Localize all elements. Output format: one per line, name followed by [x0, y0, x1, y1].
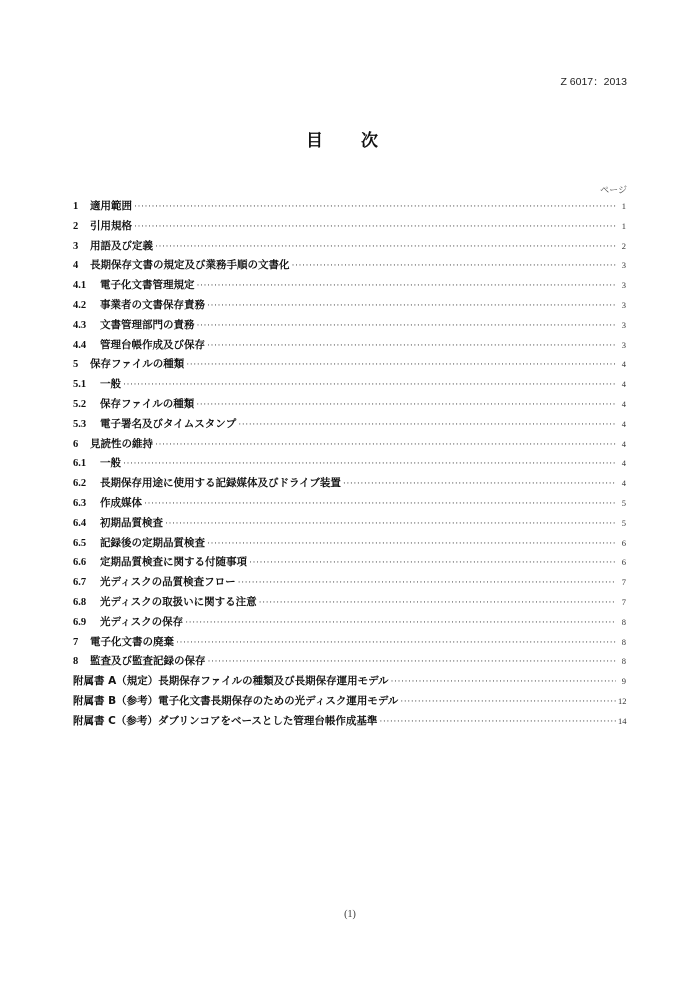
toc-entry[interactable]	[73, 713, 626, 733]
toc-entry[interactable]	[73, 574, 626, 594]
toc-entry[interactable]	[73, 257, 626, 277]
toc-entry[interactable]	[73, 376, 626, 396]
toc-entry-page: 8	[621, 656, 626, 667]
toc-dot-leader	[123, 458, 616, 468]
toc-dot-leader	[259, 597, 616, 607]
toc-entry[interactable]	[73, 515, 626, 535]
toc-entry-number: 4.3	[73, 319, 87, 331]
toc-entry[interactable]	[73, 554, 626, 574]
toc-dot-leader	[343, 478, 616, 488]
toc-entry-title: 電子化文書の廃棄	[90, 635, 174, 648]
toc-entry-page: 3	[621, 260, 626, 271]
toc-entry-number: 6.6	[73, 557, 87, 569]
page-column-label: ページ	[600, 186, 627, 196]
toc-entry[interactable]	[73, 317, 626, 337]
toc-entry-number: 6.3	[73, 497, 87, 509]
toc-entry-page: 3	[621, 319, 626, 330]
toc-entry[interactable]	[73, 535, 626, 555]
toc-entry-number: 6.9	[73, 616, 87, 628]
toc-dot-leader	[249, 557, 616, 567]
toc-entry-title: 附属書 A（規定）長期保存ファイルの種類及び長期保存運用モデル	[73, 675, 389, 688]
toc-entry-title: 記録後の定期品質検査	[100, 536, 205, 549]
toc-dot-leader	[207, 538, 616, 548]
toc-dot-leader	[292, 260, 617, 270]
toc-entry[interactable]	[73, 416, 626, 436]
toc-entry-title: 管理台帳作成及び保存	[100, 338, 205, 351]
toc-dot-leader	[196, 399, 616, 409]
toc-entry-title: 光ディスクの品質検査フロー	[100, 576, 236, 589]
toc-entry-title: 附属書 C（参考）ダブリンコアをベースとした管理台帳作成基準	[73, 714, 378, 727]
toc-entry-number: 6.7	[73, 577, 87, 589]
toc-entry[interactable]	[73, 436, 626, 456]
toc-entry[interactable]	[73, 238, 626, 258]
toc-entry-number: 6.2	[73, 478, 87, 490]
toc-entry-page: 3	[621, 299, 626, 310]
toc-entry-title: 保存ファイルの種類	[100, 397, 195, 410]
toc-dot-leader	[155, 241, 616, 251]
toc-entry-page: 12	[618, 695, 627, 706]
toc-entry-title: 一般	[100, 378, 121, 391]
toc-dot-leader	[391, 676, 616, 686]
toc-entry-page: 8	[621, 636, 626, 647]
toc-entry-title: 用語及び定義	[90, 239, 153, 252]
toc-entry-page: 14	[618, 715, 627, 726]
toc-entry-page: 7	[621, 596, 626, 607]
toc-entry-page: 1	[621, 201, 626, 211]
toc-entry-page: 6	[621, 557, 626, 568]
toc-entry-title: 引用規格	[90, 219, 132, 232]
toc-entry-number: 5.3	[73, 418, 87, 430]
toc-dot-leader	[134, 221, 616, 231]
toc-entry-number: 6.1	[73, 458, 87, 470]
toc-entry-page: 4	[621, 379, 626, 390]
toc-entry-title: 保存ファイルの種類	[90, 358, 185, 371]
toc-entry-page: 1	[621, 220, 626, 231]
toc-entry-page: 7	[621, 577, 626, 588]
page-title: 目 次	[306, 131, 394, 151]
toc-entry[interactable]	[73, 297, 626, 317]
standard-number: Z 6017：2013	[560, 76, 627, 88]
toc-entry[interactable]	[73, 356, 626, 376]
toc-entry-number: 6.4	[73, 517, 87, 529]
toc-entry-title: 適用範囲	[90, 200, 132, 212]
toc-entry[interactable]	[73, 218, 626, 238]
toc-entry-number: 6.8	[73, 596, 87, 608]
toc-dot-leader	[207, 300, 616, 310]
toc-dot-leader	[208, 656, 617, 666]
toc-entry[interactable]	[73, 673, 626, 693]
toc-entry-number: 2	[73, 220, 79, 232]
toc-dot-leader	[123, 379, 616, 389]
toc-entry[interactable]	[73, 653, 626, 673]
toc-dot-leader	[185, 617, 616, 627]
toc-entry-page: 5	[621, 517, 626, 528]
toc-entry-number: 6	[73, 438, 79, 450]
toc-dot-leader	[144, 498, 616, 508]
table-of-contents	[73, 198, 626, 733]
toc-entry-number: 8	[73, 656, 79, 668]
toc-dot-leader	[400, 696, 616, 706]
toc-dot-leader	[155, 439, 616, 449]
toc-entry[interactable]	[73, 396, 626, 416]
toc-entry[interactable]	[73, 594, 626, 614]
toc-entry-page: 5	[621, 497, 626, 508]
toc-dot-leader	[165, 518, 616, 528]
toc-entry-title: 長期保存文書の規定及び業務手順の文書化	[90, 259, 290, 272]
toc-entry[interactable]	[73, 634, 626, 654]
toc-entry-number: 5.1	[73, 379, 87, 391]
toc-dot-leader	[186, 359, 616, 369]
toc-entry[interactable]	[73, 614, 626, 634]
toc-dot-leader	[379, 716, 616, 726]
toc-entry-number: 4	[73, 260, 79, 272]
toc-entry-page: 4	[621, 478, 626, 489]
toc-entry-title: 監査及び監査記録の保存	[90, 655, 206, 668]
toc-entry-page: 3	[621, 280, 626, 291]
toc-entry-number: 4.1	[73, 280, 87, 292]
toc-dot-leader	[134, 201, 616, 211]
toc-entry-number: 6.5	[73, 537, 87, 549]
toc-entry-page: 4	[621, 438, 626, 449]
toc-entry[interactable]	[73, 475, 626, 495]
toc-entry-page: 6	[621, 537, 626, 548]
toc-entry-number: 7	[73, 636, 79, 648]
toc-dot-leader	[176, 637, 616, 647]
toc-entry[interactable]	[73, 277, 626, 297]
page-number: (1)	[344, 909, 356, 920]
toc-entry[interactable]	[73, 693, 626, 713]
toc-entry-page: 4	[621, 398, 626, 409]
toc-entry-title: 長期保存用途に使用する記録媒体及びドライブ装置	[100, 477, 341, 490]
toc-entry-title: 電子署名及びタイムスタンプ	[100, 417, 237, 430]
toc-dot-leader	[207, 340, 616, 350]
toc-dot-leader	[197, 280, 617, 290]
toc-entry-title: 電子化文書管理規定	[100, 279, 195, 292]
toc-entry-page: 3	[621, 339, 626, 350]
toc-entry-title: 文書管理部門の責務	[100, 318, 195, 331]
toc-entry-page: 8	[621, 616, 626, 627]
toc-entry-page: 9	[621, 676, 626, 687]
toc-entry-page: 4	[621, 458, 626, 469]
toc-dot-leader	[238, 577, 616, 587]
toc-entry-number: 5	[73, 359, 79, 371]
toc-entry-title: 一般	[100, 457, 121, 470]
toc-entry-title: 初期品質検査	[100, 516, 163, 529]
toc-entry-page: 4	[621, 359, 626, 370]
toc-entry[interactable]	[73, 198, 626, 218]
toc-entry-number: 5.2	[73, 398, 87, 410]
toc-dot-leader	[197, 320, 617, 330]
toc-entry-number: 4.2	[73, 299, 87, 311]
toc-entry-title: 光ディスクの保存	[100, 615, 184, 628]
toc-entry-title: 見読性の維持	[90, 437, 153, 450]
toc-entry-title: 附属書 B（参考）電子化文書長期保存のための光ディスク運用モデル	[73, 694, 399, 707]
toc-dot-leader	[238, 419, 616, 429]
toc-entry[interactable]	[73, 495, 626, 515]
toc-entry-number: 3	[73, 240, 79, 252]
toc-entry-number: 4.4	[73, 339, 87, 351]
toc-entry-title: 作成媒体	[100, 496, 142, 509]
toc-entry-number: 1	[73, 201, 79, 212]
toc-entry-title: 定期品質検査に関する付随事項	[100, 556, 247, 569]
toc-entry[interactable]	[73, 337, 626, 357]
toc-entry-title: 事業者の文書保存責務	[100, 298, 205, 311]
toc-entry-page: 2	[621, 240, 626, 251]
toc-entry-title: 光ディスクの取扱いに関する注意	[100, 595, 257, 608]
toc-entry[interactable]	[73, 455, 626, 475]
toc-entry-page: 4	[621, 418, 626, 429]
